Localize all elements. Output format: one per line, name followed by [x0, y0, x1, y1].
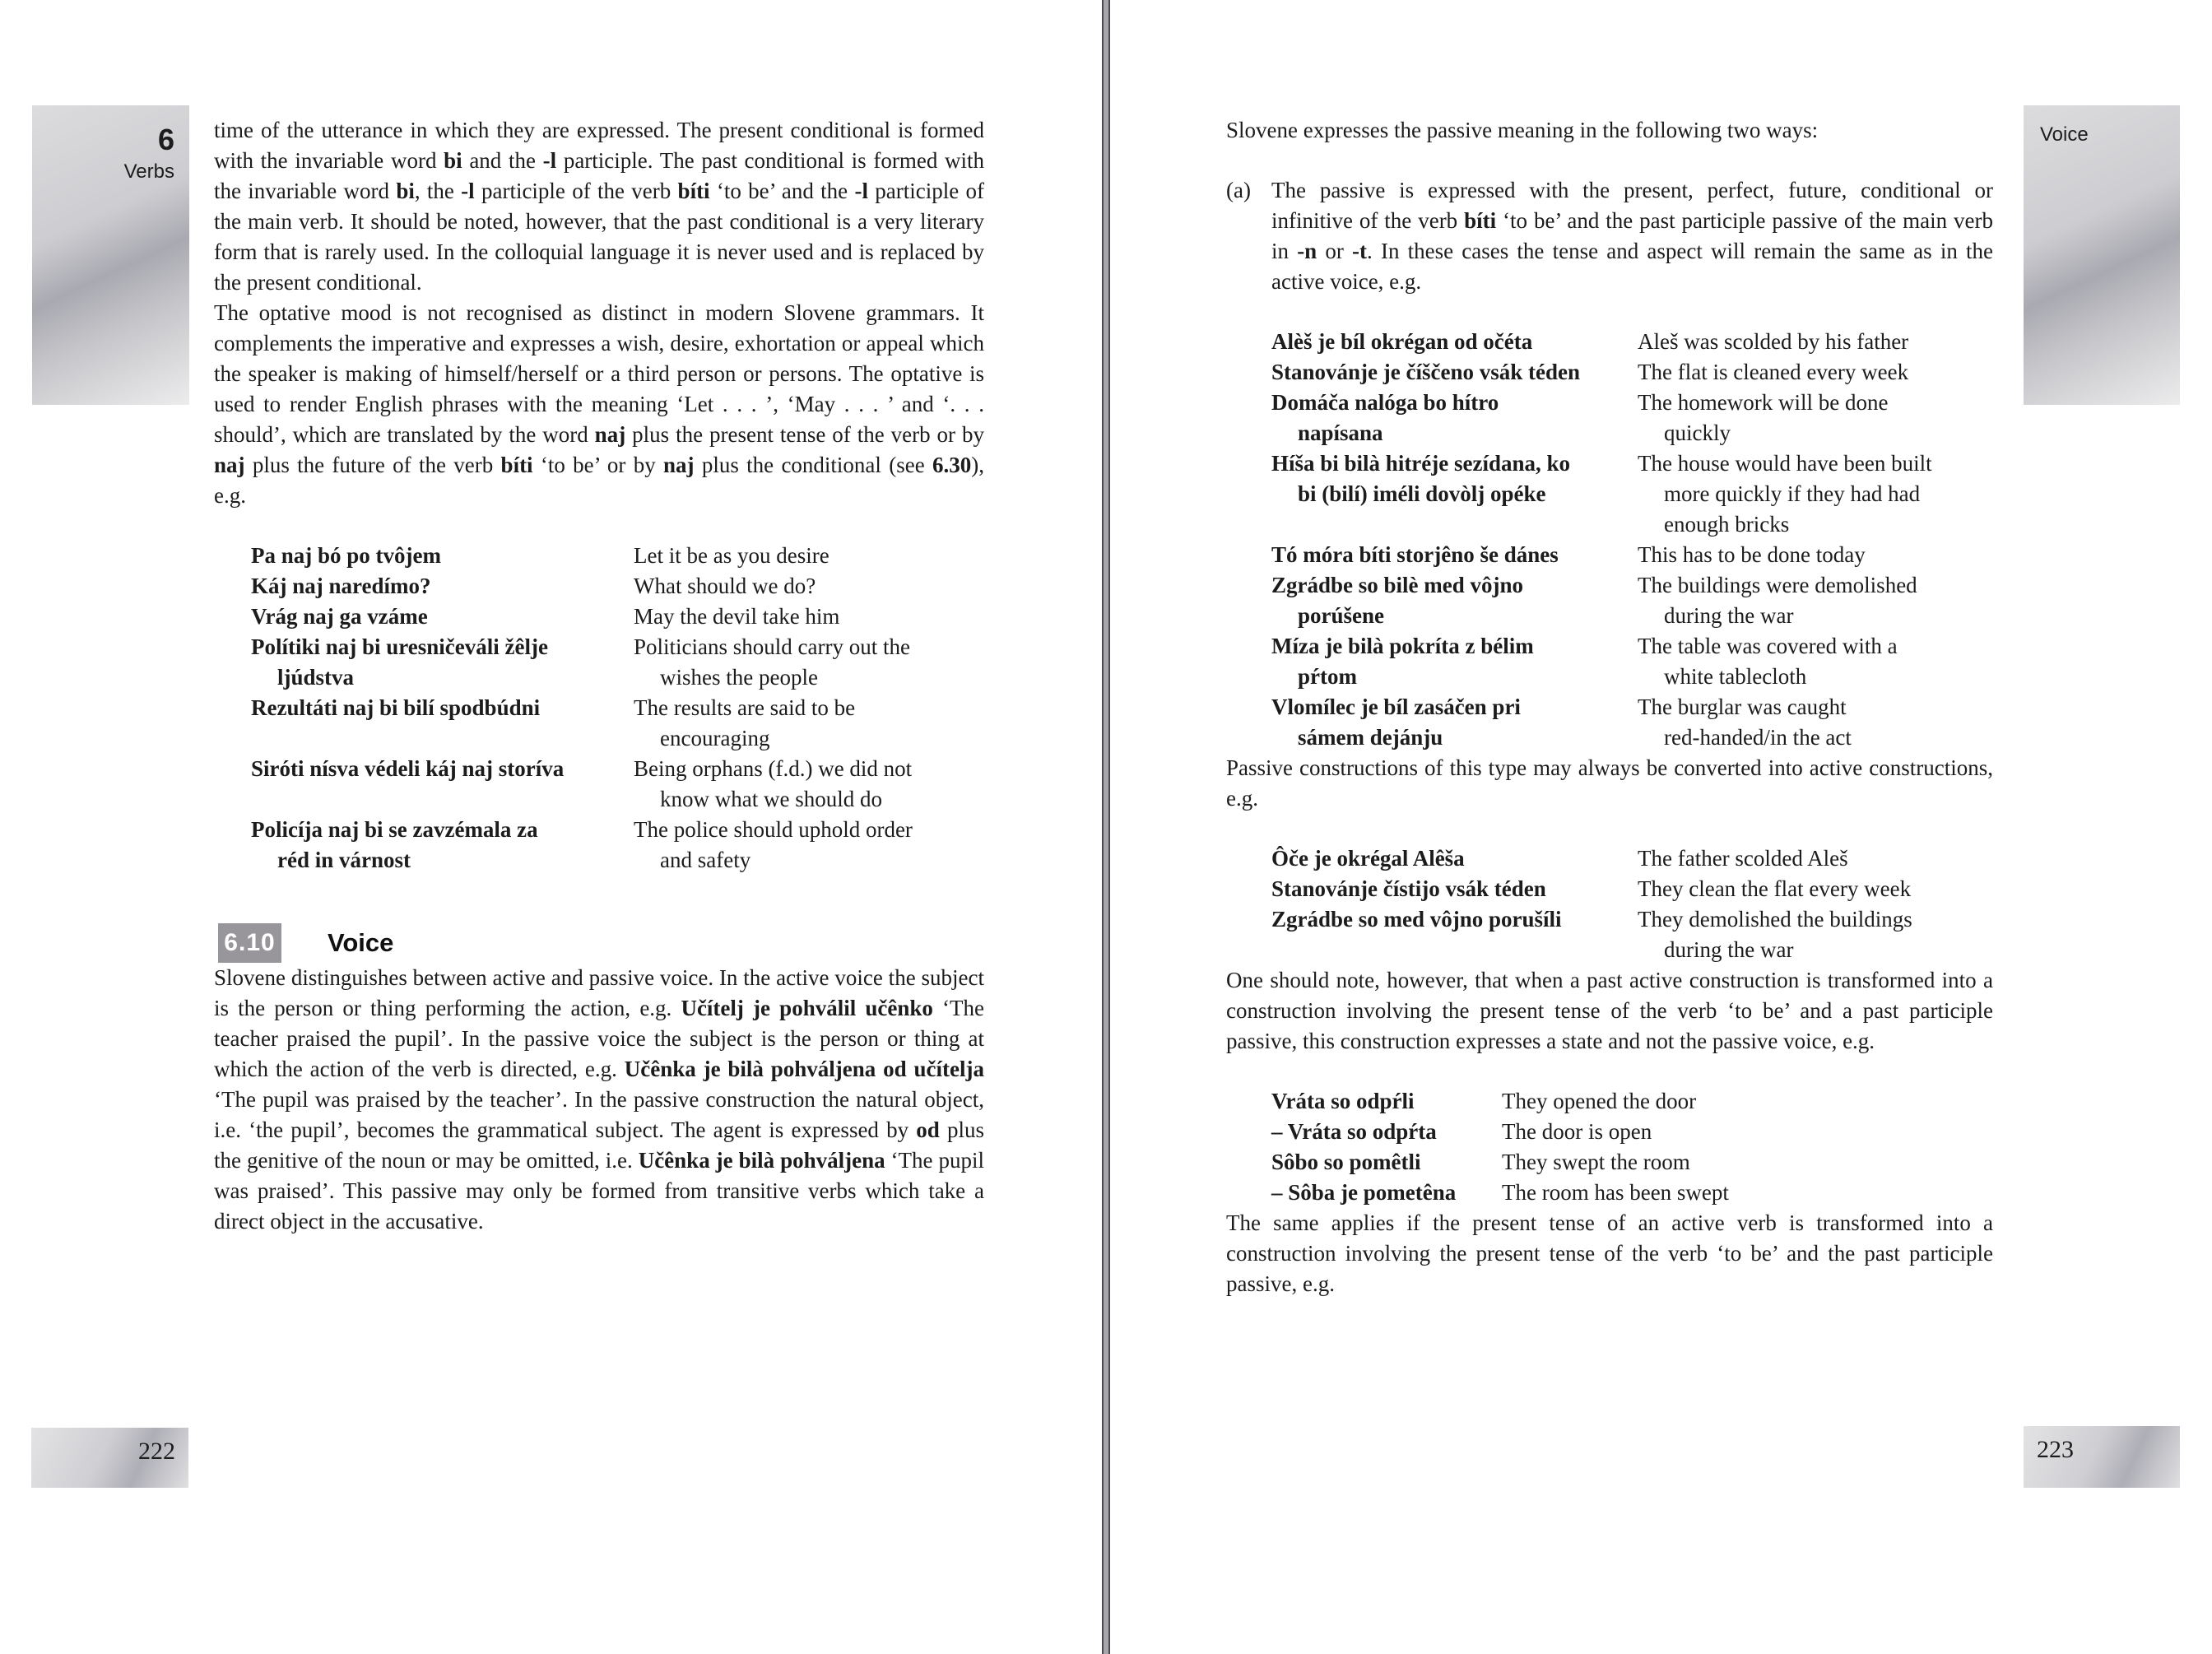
- slovene-phrase: [1271, 388, 1638, 448]
- english-translation-line: Let it be as you desire: [634, 543, 830, 568]
- section-heading: [218, 923, 984, 963]
- english-translation: [1502, 1117, 1993, 1147]
- example-row: [1271, 1147, 1993, 1178]
- example-row: [251, 754, 984, 815]
- english-translation: [1638, 904, 1993, 965]
- examples-passive: [1271, 327, 1993, 753]
- slovene-phrase-line: Stanovánje je číščeno vsák téden: [1271, 360, 1580, 384]
- example-row: [1271, 874, 1993, 904]
- english-translation: [634, 693, 984, 754]
- chapter-tab: [32, 105, 189, 405]
- example-row: [1271, 692, 1993, 753]
- english-translation-line: The police should uphold order: [634, 817, 913, 842]
- english-translation: [634, 754, 984, 815]
- slovene-phrase: [1271, 448, 1638, 540]
- list-item-a: [1226, 175, 1993, 297]
- slovene-phrase-line: – Sôba je pometêna: [1271, 1180, 1457, 1205]
- english-translation-line: This has to be done today: [1638, 542, 1866, 567]
- english-translation-line: May the devil take him: [634, 604, 840, 629]
- english-translation-line: Politicians should carry out the: [634, 634, 910, 659]
- slovene-phrase: [1271, 1178, 1502, 1208]
- right-page-text-column: [1226, 115, 1993, 1299]
- english-translation-line: They swept the room: [1502, 1150, 1690, 1174]
- chapter-number: 6: [157, 123, 174, 156]
- english-translation-line: during the war: [1664, 937, 1794, 962]
- slovene-phrase: [251, 541, 634, 571]
- examples-active: [1271, 843, 1993, 965]
- slovene-phrase-line: Siróti nísva védeli káj naj storíva: [251, 756, 565, 781]
- english-translation-line: The door is open: [1502, 1119, 1652, 1144]
- examples-optative: [251, 541, 984, 876]
- english-translation: [634, 815, 984, 876]
- example-row: [1271, 388, 1993, 448]
- slovene-phrase-line: Pa naj bó po tvôjem: [251, 543, 441, 568]
- running-head-label: Voice: [2040, 123, 2089, 146]
- slovene-phrase: [251, 693, 634, 754]
- slovene-phrase-line: Zgrádbe so bilè med vôjno: [1271, 573, 1524, 597]
- english-translation-line: The buildings were demolished: [1638, 573, 1917, 597]
- english-translation: [1638, 631, 1993, 692]
- english-translation: [1502, 1178, 1993, 1208]
- english-translation-line: encouraging: [660, 726, 770, 750]
- english-translation: [1638, 540, 1993, 570]
- paragraph-intro: Slovene expresses the passive meaning in the following two ways:: [1226, 118, 1819, 142]
- slovene-phrase: [1271, 570, 1638, 631]
- slovene-phrase: [251, 754, 634, 815]
- example-row: [1271, 570, 1993, 631]
- example-row: [251, 632, 984, 693]
- example-row: [1271, 327, 1993, 357]
- slovene-phrase: [1271, 843, 1638, 874]
- example-row: [1271, 631, 1993, 692]
- english-translation-line: more quickly if they had had: [1664, 481, 1921, 506]
- english-translation-line: They opened the door: [1502, 1089, 1697, 1113]
- slovene-phrase-line: Híša bi bilà hitréje sezídana, ko: [1271, 451, 1571, 476]
- example-row: [251, 541, 984, 571]
- page-number-right: 223: [2024, 1426, 2180, 1488]
- english-translation-line: The homework will be done: [1638, 390, 1889, 415]
- english-translation-line: The flat is cleaned every week: [1638, 360, 1909, 384]
- example-row: [1271, 904, 1993, 965]
- english-translation-line: The father scolded Aleš: [1638, 846, 1848, 871]
- slovene-phrase: [251, 815, 634, 876]
- english-translation-line: The burglar was caught: [1638, 695, 1847, 719]
- slovene-phrase-line: Polítiki naj bi uresničeváli žêlje: [251, 634, 548, 659]
- example-row: [1271, 843, 1993, 874]
- slovene-phrase-line: Káj naj naredímo?: [251, 574, 431, 598]
- english-translation: [1502, 1147, 1993, 1178]
- slovene-phrase: [1271, 692, 1638, 753]
- english-translation: [1638, 388, 1993, 448]
- left-page: [0, 0, 1103, 1654]
- english-translation-line: enough bricks: [1664, 512, 1790, 537]
- english-translation-line: and safety: [660, 848, 751, 872]
- slovene-phrase-line: ljúdstva: [277, 665, 355, 690]
- slovene-phrase-line: Ôče je okrégal Alêša: [1271, 846, 1465, 871]
- slovene-phrase: [1271, 1147, 1502, 1178]
- slovene-phrase-line: bi (bilí) iméli dovòlj opéke: [1298, 481, 1546, 506]
- slovene-phrase-line: Vlomílec je bíl zasáčen pri: [1271, 695, 1521, 719]
- slovene-phrase-line: sámem dejánju: [1298, 725, 1443, 750]
- english-translation-line: They clean the flat every week: [1638, 876, 1912, 901]
- paragraph-optative: The optative mood is not recognised as distinct in modern Slovene grammars. It complements the imperative and expresses a wish, desire, exhortation or appeal which the speaker is making of himself/herself or a third person or persons. The optative is used to render English phrases with the meaning ‘Let . . . ’, ‘May . . . ’ and ‘. . . should’, which are translated by the word naj plus the present tense of the verb or by naj plus the future of the verb bíti ‘to be’ or by naj plus the conditional (see 6.30), e.g.: [214, 300, 984, 508]
- paragraph-convert: Passive constructions of this type may always be converted into active constructions, e.g.: [1226, 755, 1993, 811]
- slovene-phrase-line: napísana: [1298, 420, 1383, 445]
- english-translation: [634, 571, 984, 602]
- example-row: [1271, 540, 1993, 570]
- english-translation-line: Being orphans (f.d.) we did not: [634, 756, 913, 781]
- english-translation: [1638, 570, 1993, 631]
- english-translation: [1638, 357, 1993, 388]
- example-row: [1271, 1086, 1993, 1117]
- examples-state: [1271, 1086, 1993, 1208]
- running-head-tab: [2024, 105, 2180, 405]
- paragraph-voice: Slovene distinguishes between active and passive voice. In the active voice the subject is the person or thing performing the action, e.g. Učítelj je pohválil učênko ‘The teacher praised the pupil’. In the passive voice the subject is the person or thing at which the action of the verb is directed, e.g. Učênka je bilà pohváljena od učítelja ‘The pupil was praised by the teacher’. In the passive construction the natural object, i.e. ‘the pupil’, becomes the grammatical subject. The agent is expressed by od plus the genitive of the noun or may be omitted, i.e. Učênka je bilà pohváljena ‘The pupil was praised’. This passive may only be formed from transitive verbs which take a direct object in the accusative.: [214, 965, 985, 1234]
- english-translation: [1638, 874, 1993, 904]
- english-translation-line: red-handed/in the act: [1664, 725, 1852, 750]
- english-translation-line: quickly: [1664, 420, 1731, 445]
- english-translation-line: The table was covered with a: [1638, 634, 1898, 658]
- slovene-phrase: [1271, 357, 1638, 388]
- slovene-phrase-line: Rezultáti naj bi bilí spodbúdni: [251, 695, 541, 720]
- english-translation-line: during the war: [1664, 603, 1794, 628]
- left-page-text-column: [214, 115, 984, 1237]
- paragraph-item-a: The passive is expressed with the present, perfect, future, conditional or infinitive of the verb bíti ‘to be’ and the past participle passive of the main verb in -n or -t. In these cases the tense and aspect will remain the same as in the active voice, e.g.: [1271, 178, 1994, 294]
- english-translation: [1638, 327, 1993, 357]
- slovene-phrase: [1271, 1086, 1502, 1117]
- english-translation-line: wishes the people: [660, 665, 818, 690]
- slovene-phrase-line: Sôbo so pomêtli: [1271, 1150, 1421, 1174]
- slovene-phrase: [1271, 1117, 1502, 1147]
- english-translation-line: white tablecloth: [1664, 664, 1807, 689]
- example-row: [251, 693, 984, 754]
- example-row: [251, 571, 984, 602]
- english-translation-line: What should we do?: [634, 574, 816, 598]
- english-translation-line: The room has been swept: [1502, 1180, 1729, 1205]
- slovene-phrase: [1271, 327, 1638, 357]
- slovene-phrase-line: Policíja naj bi se zavzémala za: [251, 817, 538, 842]
- english-translation: [634, 602, 984, 632]
- english-translation: [1638, 692, 1993, 753]
- slovene-phrase: [251, 571, 634, 602]
- paragraph-same: The same applies if the present tense of an active verb is transformed into a construction involving the present tense of the verb ‘to be’ and the past participle passive, e.g.: [1226, 1210, 1993, 1296]
- example-row: [251, 602, 984, 632]
- section-number-badge: 6.10: [218, 923, 281, 963]
- slovene-phrase-line: Zgrádbe so med vôjno porušíli: [1271, 907, 1562, 932]
- slovene-phrase-line: Vráta so odpŕli: [1271, 1089, 1415, 1113]
- slovene-phrase: [251, 602, 634, 632]
- slovene-phrase-line: Míza je bilà pokríta z bélim: [1271, 634, 1534, 658]
- slovene-phrase-line: – Vráta so odpŕta: [1271, 1119, 1437, 1144]
- slovene-phrase: [251, 632, 634, 693]
- example-row: [1271, 357, 1993, 388]
- chapter-label: Verbs: [123, 160, 174, 183]
- paragraph-note: One should note, however, that when a past active construction is transformed into a construction involving the present tense of the verb ‘to be’ and a past participle passive, this construction expresses a state and not the passive voice, e.g.: [1226, 968, 1993, 1053]
- slovene-phrase-line: Tó móra bíti storjêno še dánes: [1271, 542, 1559, 567]
- slovene-phrase-line: Alèš je bíl okrégan od očéta: [1271, 329, 1533, 354]
- english-translation: [1502, 1086, 1993, 1117]
- paragraph-conditional: time of the utterance in which they are expressed. The present conditional is formed with the invariable word bi and the -l participle. The past conditional is formed with the invariable word bi, the -l participle of the verb bíti ‘to be’ and the -l participle of the main verb. It should be noted, however, that the past conditional is a very literary form that is rarely used. In the colloquial language it is never used and is replaced by the present conditional.: [214, 118, 984, 295]
- right-page: [1109, 0, 2212, 1654]
- english-translation: [1638, 448, 1993, 540]
- slovene-phrase: [1271, 904, 1638, 965]
- slovene-phrase-line: Vrág naj ga vzáme: [251, 604, 428, 629]
- page-number-left: 222: [31, 1428, 188, 1488]
- slovene-phrase-line: Stanovánje čístijo vsák téden: [1271, 876, 1546, 901]
- english-translation-line: The house would have been built: [1638, 451, 1932, 476]
- slovene-phrase: [1271, 874, 1638, 904]
- english-translation-line: know what we should do: [660, 787, 882, 811]
- list-item-a-marker: (a): [1226, 178, 1251, 202]
- english-translation-line: They demolished the buildings: [1638, 907, 1912, 932]
- english-translation: [634, 541, 984, 571]
- example-row: [1271, 448, 1993, 540]
- english-translation-line: Aleš was scolded by his father: [1638, 329, 1909, 354]
- slovene-phrase-line: porúšene: [1298, 603, 1385, 628]
- slovene-phrase-line: Domáča nalóga bo hítro: [1271, 390, 1499, 415]
- english-translation: [1638, 843, 1993, 874]
- example-row: [1271, 1178, 1993, 1208]
- slovene-phrase-line: pŕtom: [1298, 664, 1357, 689]
- example-row: [251, 815, 984, 876]
- slovene-phrase-line: réd in várnost: [277, 848, 411, 872]
- section-title: Voice: [328, 928, 394, 957]
- english-translation: [634, 632, 984, 693]
- slovene-phrase: [1271, 540, 1638, 570]
- english-translation-line: The results are said to be: [634, 695, 856, 720]
- slovene-phrase: [1271, 631, 1638, 692]
- example-row: [1271, 1117, 1993, 1147]
